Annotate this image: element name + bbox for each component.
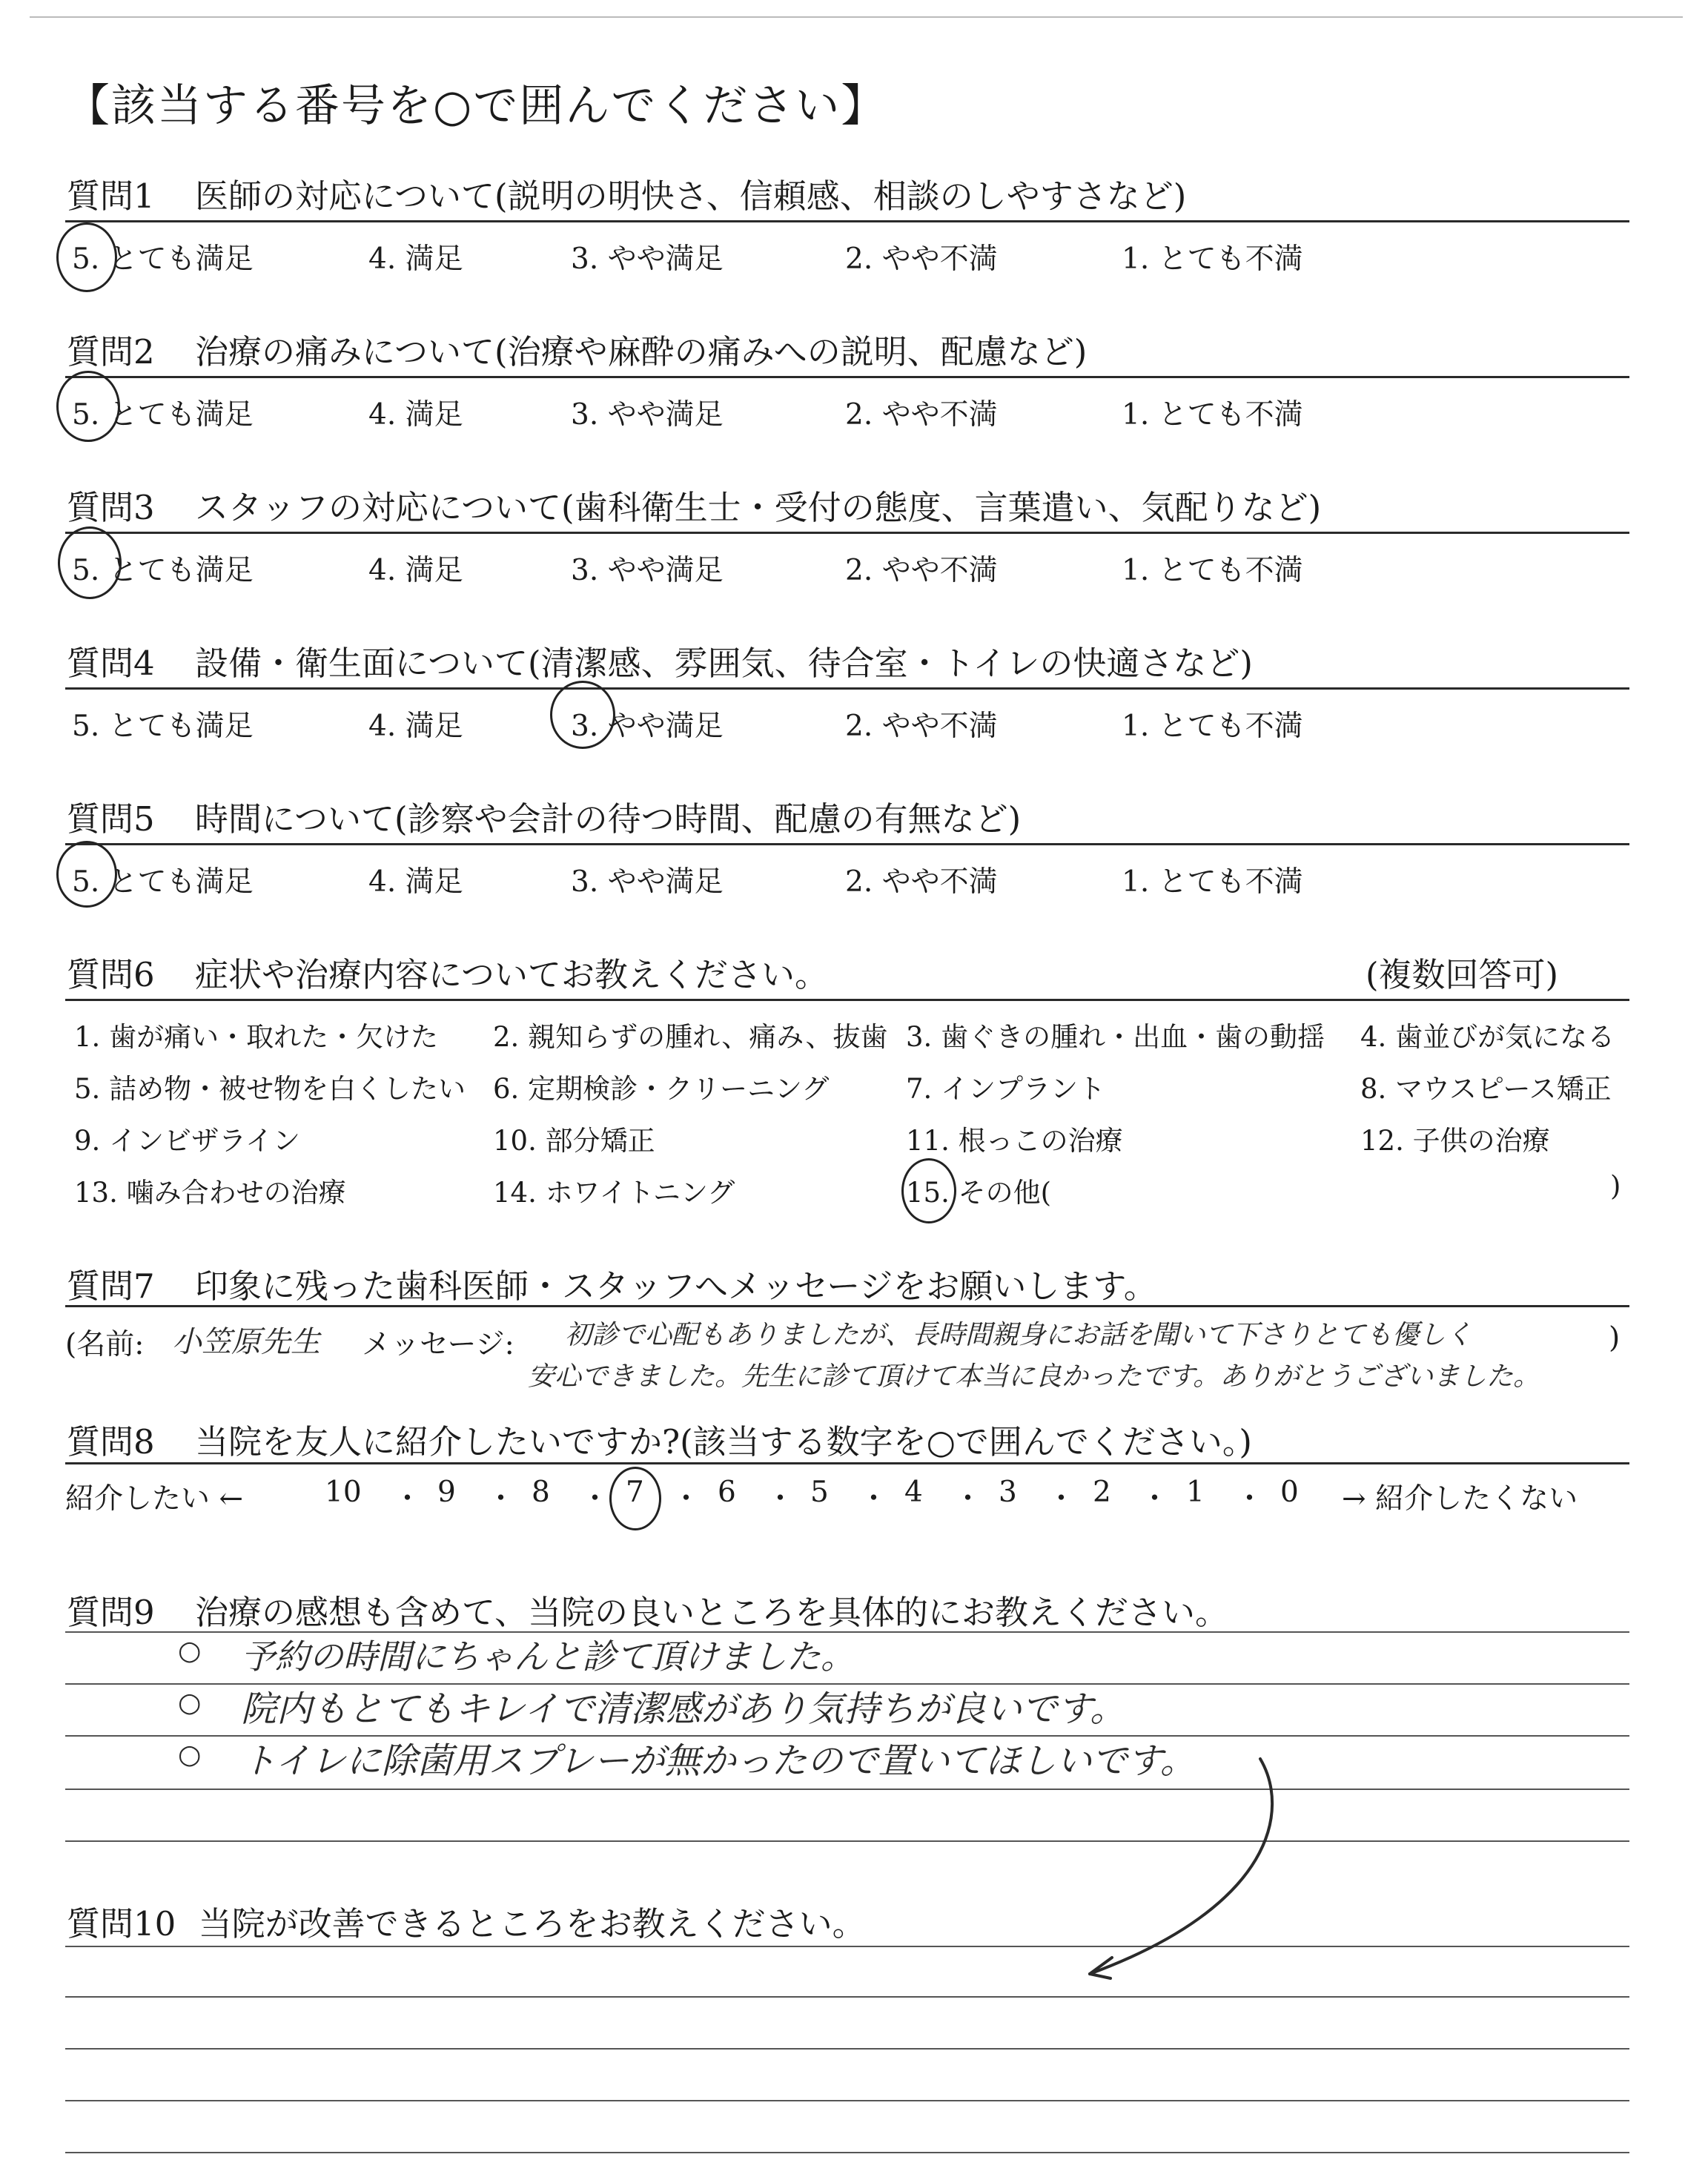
q5-option-1[interactable]: 1. とても不満 [1122, 865, 1303, 899]
q5-option-5[interactable]: 5. とても満足 [72, 865, 254, 899]
q1-option-2[interactable]: 2. やや不満 [845, 242, 998, 276]
q1-option-4[interactable]: 4. 満足 [368, 242, 463, 276]
q4-option-1[interactable]: 1. とても不満 [1122, 710, 1303, 743]
q9-answer-3: トイレに除菌用スプレーが無かったので置いてほしいです。 [241, 1740, 1196, 1782]
q9-label: 質問9 [67, 1593, 155, 1632]
q8-scale-7[interactable]: 7 [626, 1476, 644, 1509]
q3-option-3[interactable]: 3. やや満足 [571, 554, 724, 587]
q2-option-3[interactable]: 3. やや満足 [571, 398, 724, 432]
q4-option-5[interactable]: 5. とても満足 [72, 710, 254, 743]
q2-option-4[interactable]: 4. 満足 [368, 398, 463, 432]
q5-option-2[interactable]: 2. やや不満 [845, 865, 998, 899]
q8-scale-3[interactable]: 3 [999, 1476, 1017, 1509]
q8-right-label: → 紹介したくない [1342, 1482, 1578, 1516]
q5-text: 時間について(診察や会計の待つ時間、配慮の有無など) [194, 799, 1022, 839]
q6-option-10[interactable]: 10. 部分矯正 [493, 1125, 655, 1157]
q6-option-13[interactable]: 13. 噛み合わせの治療 [74, 1177, 346, 1209]
q9-bullet: ○ [178, 1740, 202, 1770]
q8-separator: ・ [953, 1482, 983, 1516]
q2-option-1[interactable]: 1. とても不満 [1122, 398, 1303, 432]
q4-label: 質問4 [67, 644, 155, 683]
q1-option-5[interactable]: 5. とても満足 [72, 242, 254, 276]
q8-separator: ・ [1140, 1482, 1170, 1516]
q8-label: 質問8 [67, 1422, 155, 1462]
q6-option-3[interactable]: 3. 歯ぐきの腫れ・出血・歯の動揺 [906, 1021, 1325, 1053]
q4-option-4[interactable]: 4. 満足 [368, 710, 463, 743]
q8-scale-1[interactable]: 1 [1186, 1476, 1205, 1509]
q6-option-12[interactable]: 12. 子供の治療 [1360, 1125, 1550, 1157]
q7-handwritten-name: 小笠原先生 [172, 1325, 320, 1359]
q3-option-1[interactable]: 1. とても不満 [1122, 554, 1303, 587]
q10-label: 質問10 [67, 1904, 176, 1943]
q6-text: 症状や治療内容についてお教えください。 [194, 955, 829, 994]
q7-handwritten-message-line-2: 安心できました。先生に診て頂けて本当に良かったです。ありがとうございました。 [528, 1361, 1540, 1392]
q3-text: スタッフの対応について(歯科衛生士・受付の態度、言葉遣い、気配りなど) [194, 488, 1322, 527]
q8-scale-9[interactable]: 9 [437, 1476, 456, 1509]
q8-left-label: 紹介したい ← [65, 1482, 244, 1516]
q8-separator: ・ [1047, 1482, 1076, 1516]
page-title: 【該当する番号を○で囲んでください】 [65, 80, 887, 132]
q9-text: 治療の感想も含めて、当院の良いところを具体的にお教えください。 [194, 1593, 1229, 1632]
q7-text: 印象に残った歯科医師・スタッフへメッセージをお願いします。 [194, 1266, 1157, 1306]
q6-option-5[interactable]: 5. 詰め物・被せ物を白くしたい [74, 1073, 466, 1105]
q6-option-15[interactable]: 15. その他( [906, 1177, 1052, 1209]
q4-option-2[interactable]: 2. やや不満 [845, 710, 998, 743]
q7-message-prefix: メッセージ: [362, 1328, 514, 1361]
q6-label: 質問6 [67, 955, 155, 994]
q2-text: 治療の痛みについて(治療や麻酔の痛みへの説明、配慮など) [194, 332, 1088, 371]
q3-option-5[interactable]: 5. とても満足 [72, 554, 254, 587]
q8-scale-6[interactable]: 6 [718, 1476, 736, 1509]
q8-scale-5[interactable]: 5 [810, 1476, 829, 1509]
q3-label: 質問3 [67, 488, 155, 527]
q8-separator: ・ [859, 1482, 889, 1516]
q7-handwritten-message-line-1: 初診で心配もありましたが、長時間親身にお話を聞いて下さりとても優しく [565, 1320, 1473, 1350]
q8-text: 当院を友人に紹介したいですか?(該当する数字を○で囲んでください。) [194, 1422, 1252, 1462]
q7-label: 質問7 [67, 1266, 155, 1306]
q8-scale-10[interactable]: 10 [325, 1476, 362, 1509]
q6-option-6[interactable]: 6. 定期検診・クリーニング [493, 1073, 830, 1105]
q6-note: (複数回答可) [1366, 955, 1559, 994]
q10-text: 当院が改善できるところをお教えください。 [198, 1904, 866, 1943]
q4-option-3[interactable]: 3. やや満足 [571, 710, 724, 743]
q6-option-4[interactable]: 4. 歯並びが気になる [1360, 1021, 1615, 1053]
q5-label: 質問5 [67, 799, 155, 839]
q6-other-close-paren: ) [1610, 1170, 1621, 1202]
q8-scale-2[interactable]: 2 [1093, 1476, 1111, 1509]
q6-option-14[interactable]: 14. ホワイトニング [493, 1177, 735, 1209]
q5-option-4[interactable]: 4. 満足 [368, 865, 463, 899]
q8-scale-8[interactable]: 8 [532, 1476, 550, 1509]
q6-option-11[interactable]: 11. 根っこの治療 [906, 1125, 1123, 1157]
q2-option-2[interactable]: 2. やや不満 [845, 398, 998, 432]
q6-option-9[interactable]: 9. インビザライン [74, 1125, 300, 1157]
q1-text: 医師の対応について(説明の明快さ、信頼感、相談のしやすさなど) [194, 176, 1187, 216]
q9-answer-2: 院内もとてもキレイで清潔感があり気持ちが良いです。 [241, 1688, 1126, 1730]
q7-name-prefix: (名前: [65, 1328, 145, 1361]
q9-bullet: ○ [178, 1688, 202, 1718]
q8-separator: ・ [766, 1482, 795, 1516]
q5-option-3[interactable]: 3. やや満足 [571, 865, 724, 899]
q8-separator: ・ [1235, 1482, 1265, 1516]
q8-scale-0[interactable]: 0 [1280, 1476, 1299, 1509]
q9-bullet: ○ [178, 1636, 202, 1666]
q8-separator: ・ [393, 1482, 423, 1516]
q1-option-1[interactable]: 1. とても不満 [1122, 242, 1303, 276]
q6-option-1[interactable]: 1. 歯が痛い・取れた・欠けた [74, 1021, 439, 1053]
q9-answer-1: 予約の時間にちゃんと診て頂けました。 [241, 1636, 855, 1677]
q2-option-5[interactable]: 5. とても満足 [72, 398, 254, 432]
q1-option-3[interactable]: 3. やや満足 [571, 242, 724, 276]
q4-text: 設備・衛生面について(清潔感、雰囲気、待合室・トイレの快適さなど) [194, 644, 1253, 683]
q6-option-7[interactable]: 7. インプラント [906, 1073, 1106, 1105]
q8-separator: ・ [486, 1482, 516, 1516]
q7-close-paren: ) [1609, 1321, 1621, 1355]
q2-label: 質問2 [67, 332, 155, 371]
q8-scale-4[interactable]: 4 [904, 1476, 923, 1509]
q8-separator: ・ [580, 1482, 610, 1516]
q3-option-2[interactable]: 2. やや不満 [845, 554, 998, 587]
q6-option-2[interactable]: 2. 親知らずの腫れ、痛み、抜歯 [493, 1021, 888, 1053]
q8-separator: ・ [672, 1482, 701, 1516]
q6-option-8[interactable]: 8. マウスピース矯正 [1360, 1073, 1612, 1105]
q1-label: 質問1 [67, 176, 155, 216]
q3-option-4[interactable]: 4. 満足 [368, 554, 463, 587]
